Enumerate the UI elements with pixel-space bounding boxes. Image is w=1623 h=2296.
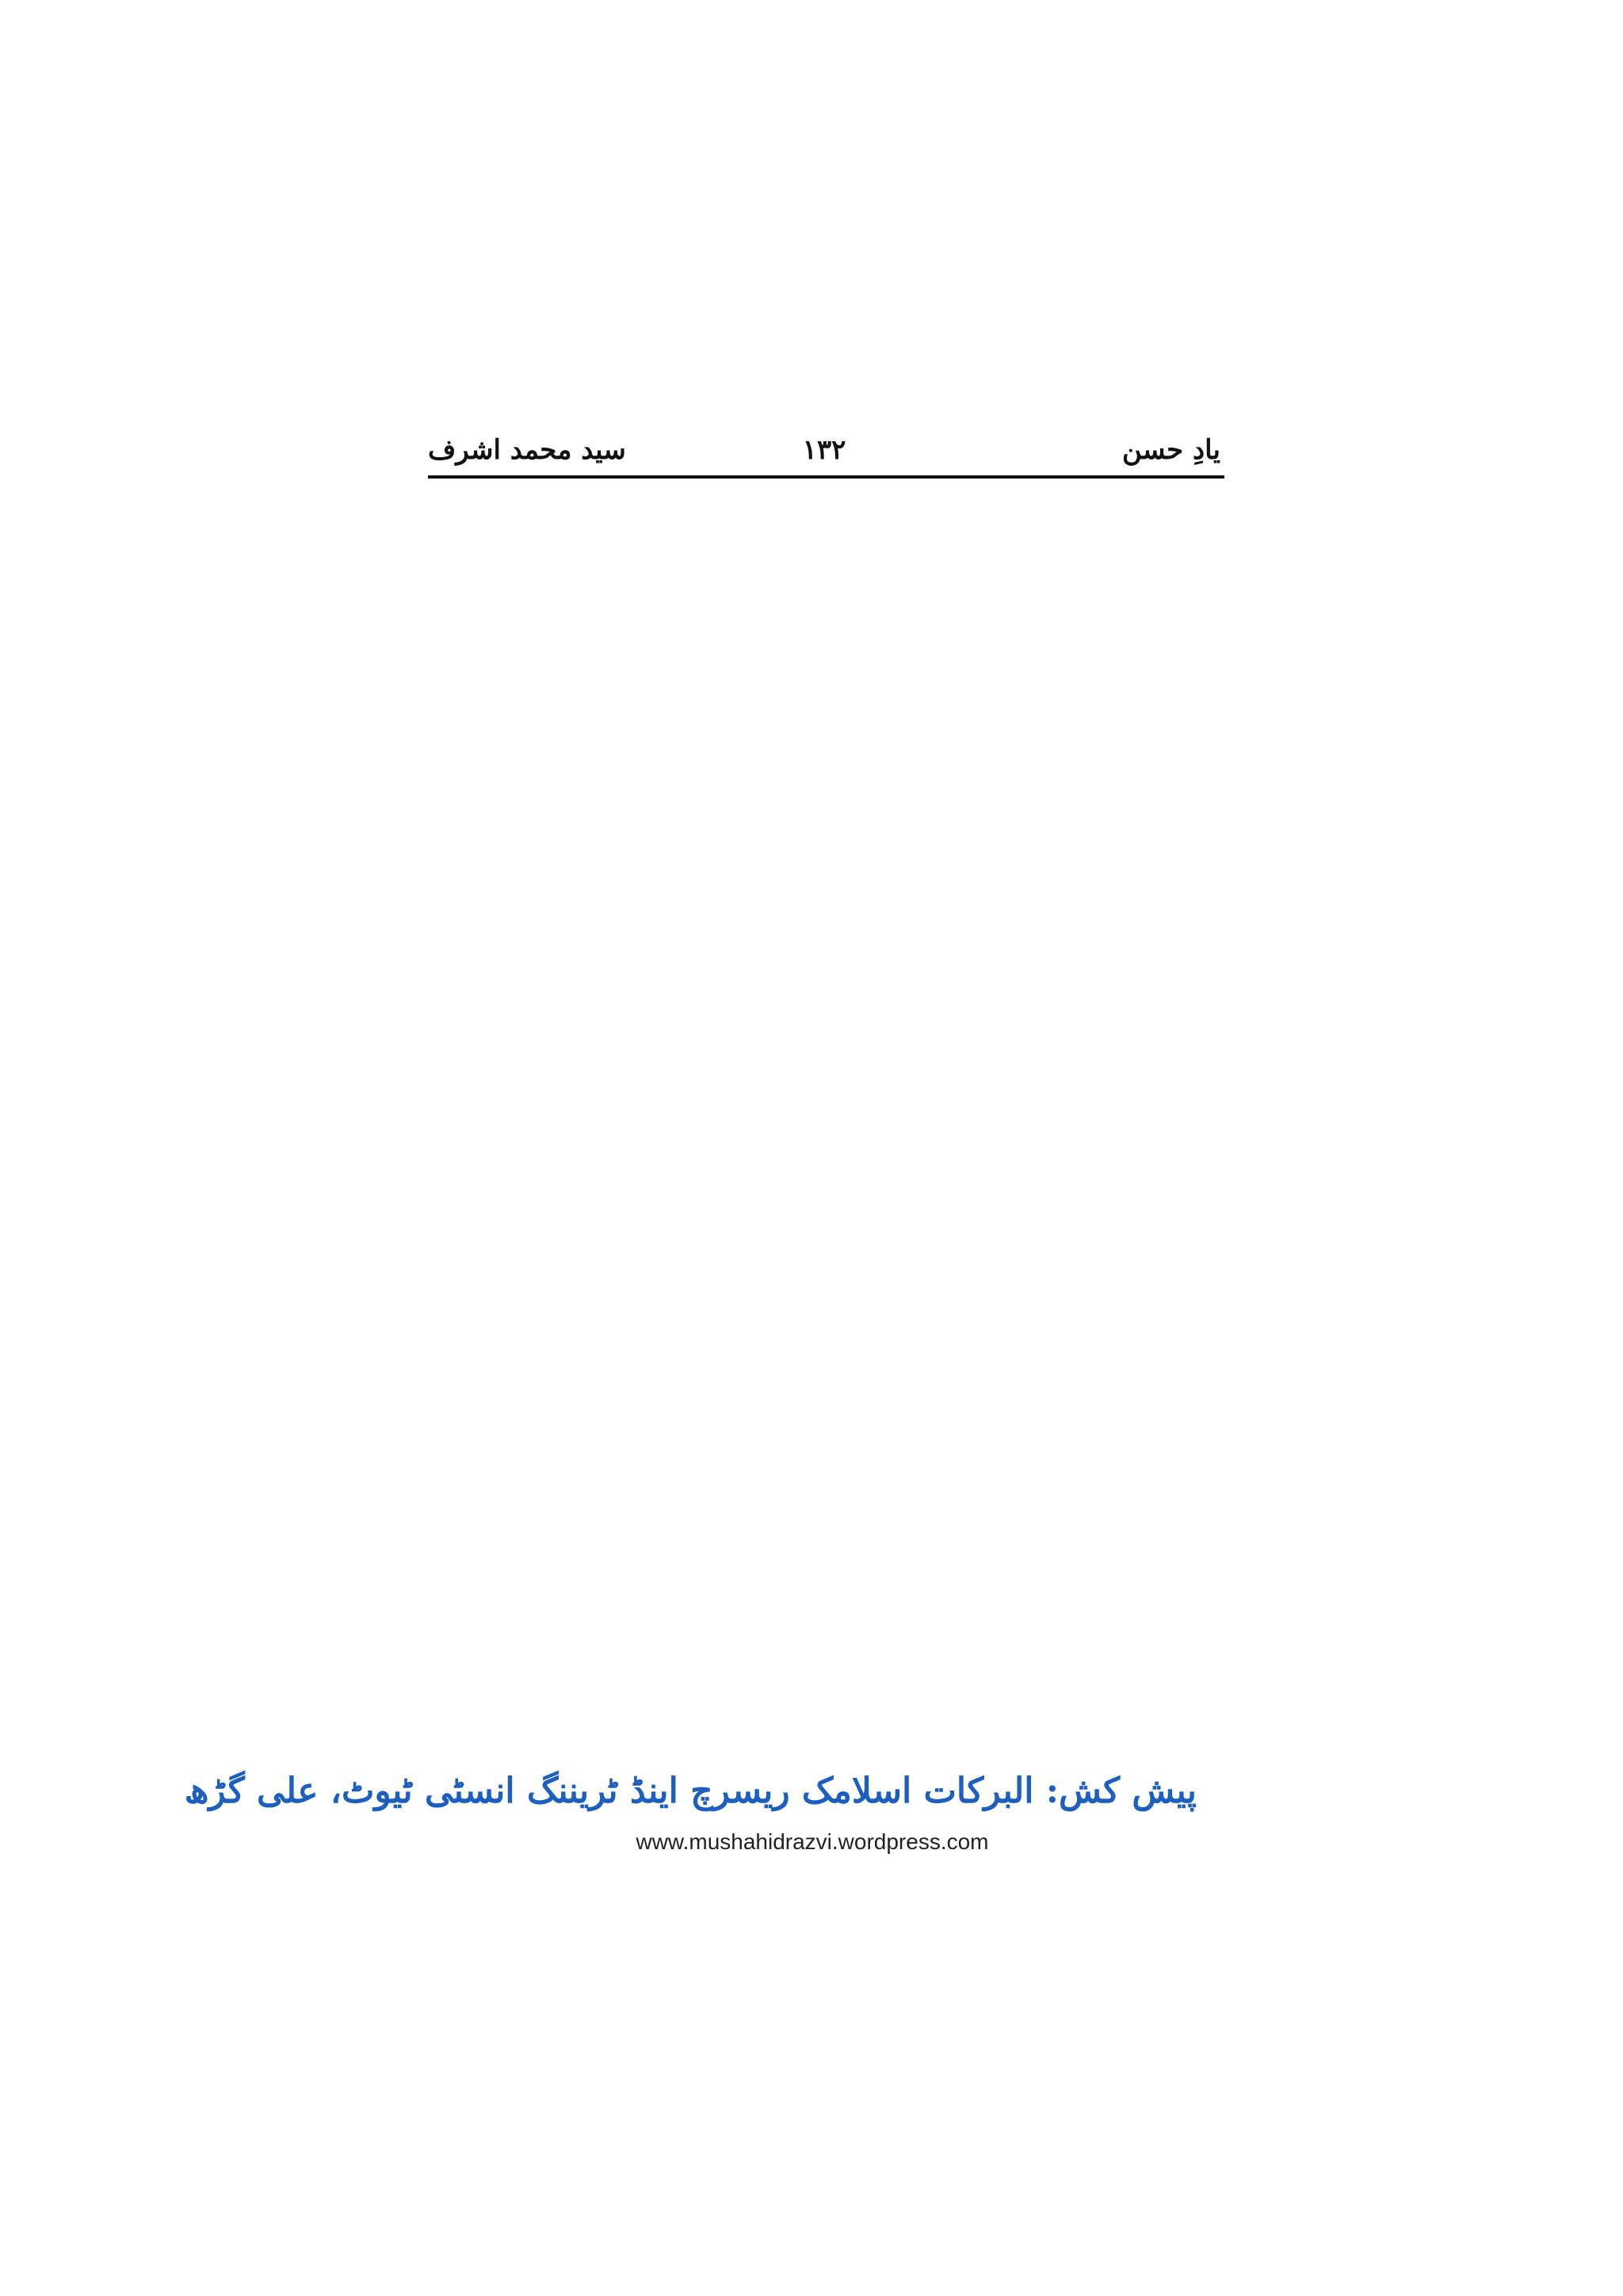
body-line (472, 1232, 1224, 1238)
body-line (472, 1537, 1224, 1543)
body-line (472, 1014, 1224, 1020)
body-line (472, 971, 1224, 977)
header-rule (428, 475, 1224, 479)
body-line (472, 1624, 1224, 1630)
body-line (472, 1450, 1224, 1456)
page-number: ۱۳۲ (802, 434, 846, 466)
body-line (472, 535, 1224, 541)
body-text-block (472, 491, 1224, 1719)
body-line (472, 1319, 1224, 1325)
body-line (472, 709, 1224, 715)
body-line (472, 1188, 1224, 1195)
body-line (472, 1493, 1224, 1500)
page-header (428, 434, 1220, 480)
book-title: یادِ حسن (1121, 434, 1220, 466)
body-line (472, 1101, 1224, 1108)
body-line (472, 666, 1224, 672)
body-line (472, 753, 1224, 759)
body-line (472, 1276, 1224, 1282)
body-line (472, 796, 1224, 803)
publisher-credit: پیش کش: البرکات اسلامک ریسرچ اینڈ ٹریننگ انسٹی ٹیوٹ، علی گڑھ (184, 1771, 1197, 1811)
author-name: سید محمد اشرف (428, 434, 626, 466)
body-line (472, 491, 1224, 498)
body-line (472, 840, 1224, 846)
body-line (472, 578, 1224, 585)
body-line (472, 927, 1224, 933)
body-line (472, 1363, 1224, 1369)
website-url: www.mushahidrazvi.wordpress.com (636, 1829, 989, 1854)
body-line (472, 1581, 1224, 1587)
body-line (472, 1058, 1224, 1064)
body-line (472, 1406, 1224, 1413)
body-line (472, 883, 1224, 890)
body-line (472, 622, 1224, 628)
body-line (472, 1145, 1224, 1151)
